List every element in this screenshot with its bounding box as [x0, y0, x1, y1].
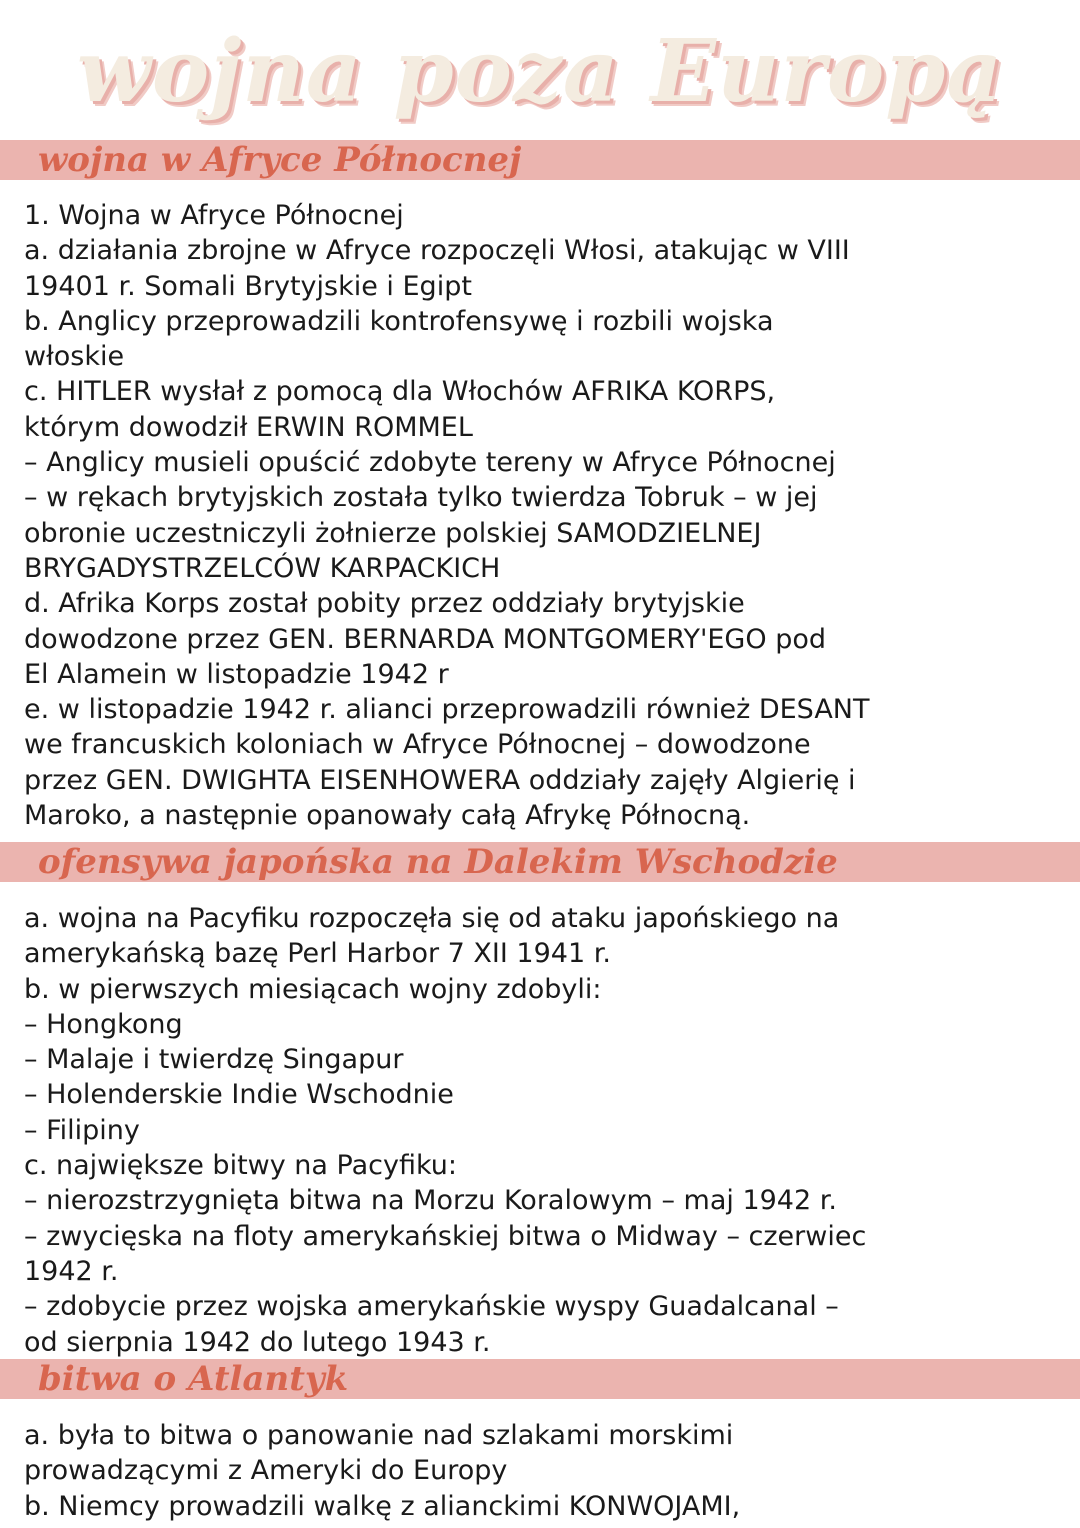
text-line: – Anglicy musieli opuścić zdobyte tereny w Afryce Północnej — [24, 447, 836, 479]
text-line: d. Afrika Korps został pobity przez oddziały brytyjskie — [24, 588, 745, 620]
section-heading-band — [0, 842, 1080, 882]
section-heading: wojna w Afryce Północnej — [38, 140, 522, 180]
text-line: – nierozstrzygnięta bitwa na Morzu Koralowym – maj 1942 r. — [24, 1185, 837, 1217]
text-line: b. Niemcy prowadzili walkę z alianckimi KONWOJAMI, — [24, 1490, 741, 1522]
text-line: a. wojna na Pacyfiku rozpoczęła się od ataku japońskiego na — [24, 903, 840, 934]
text-line: – Hongkong — [24, 1008, 183, 1040]
text-line: przez GEN. DWIGHTA EISENHOWERA oddziały zajęły Algierię i — [24, 764, 856, 796]
section-body — [24, 1418, 1064, 1524]
text-line: prowadzącymi z Ameryki do Europy — [24, 1455, 508, 1487]
section-body — [24, 901, 1064, 1360]
text-line: – Malaje i twierdzę Singapur — [24, 1044, 404, 1076]
text-line: El Alamein w listopadzie 1942 r — [24, 658, 449, 690]
text-line: BRYGADYSTRZELCÓW KARPACKICH — [24, 552, 501, 584]
text-line: amerykańską bazę Perl Harbor 7 XII 1941 r. — [24, 938, 611, 970]
text-line: – w rękach brytyjskich została tylko twierdza Tobruk – w jej — [24, 482, 818, 514]
text-line: a. była to bitwa o panowanie nad szlakami morskimi — [24, 1420, 734, 1451]
text-line: e. w listopadzie 1942 r. alianci przeprowadzili również DESANT — [24, 694, 870, 726]
text-line: – Filipiny — [24, 1114, 140, 1146]
text-line: obronie uczestniczyli żołnierze polskiej SAMODZIELNEJ — [24, 517, 762, 549]
text-line: 1942 r. — [24, 1255, 119, 1287]
text-line: we francuskich koloniach w Afryce Północnej – dowodzone — [24, 729, 811, 761]
text-line: – zwycięska na floty amerykańskiej bitwa o Midway – czerwiec — [24, 1220, 867, 1252]
text-line: od sierpnia 1942 do lutego 1943 r. — [24, 1326, 491, 1358]
text-line: c. największe bitwy na Pacyfiku: — [24, 1150, 458, 1182]
text-line: – zdobycie przez wojska amerykańskie wyspy Guadalcanal – — [24, 1291, 839, 1323]
section-heading-band — [0, 140, 1080, 180]
text-line: – Holenderskie Indie Wschodnie — [24, 1079, 454, 1111]
section-heading: bitwa o Atlantyk — [38, 1359, 349, 1399]
text-line: a. działania zbrojne w Afryce rozpoczęli Włosi, atakując w VIII — [24, 235, 850, 267]
text-line: c. HITLER wysłał z pomocą dla Włochów AFRIKA KORPS, — [24, 376, 776, 408]
section-heading: ofensywa japońska na Dalekim Wschodzie — [38, 842, 838, 882]
text-line: włoskie — [24, 341, 125, 373]
section-body — [24, 198, 1064, 833]
text-line: którym dowodził ERWIN ROMMEL — [24, 411, 473, 443]
page-title: wojna poza Europą — [76, 21, 1004, 122]
text-line: b. w pierwszych miesiącach wojny zdobyli: — [24, 973, 602, 1005]
text-line: 1. Wojna w Afryce Północnej — [24, 200, 404, 231]
text-line: b. Anglicy przeprowadzili kontrofensywę i rozbili wojska — [24, 305, 774, 337]
text-line: Maroko, a następnie opanowały całą Afrykę Północną. — [24, 800, 751, 832]
text-line: dowodzone przez GEN. BERNARDA MONTGOMERY'EGO pod — [24, 623, 826, 655]
section-heading-band — [0, 1359, 1080, 1399]
text-line: 19401 r. Somali Brytyjskie i Egipt — [24, 270, 472, 302]
